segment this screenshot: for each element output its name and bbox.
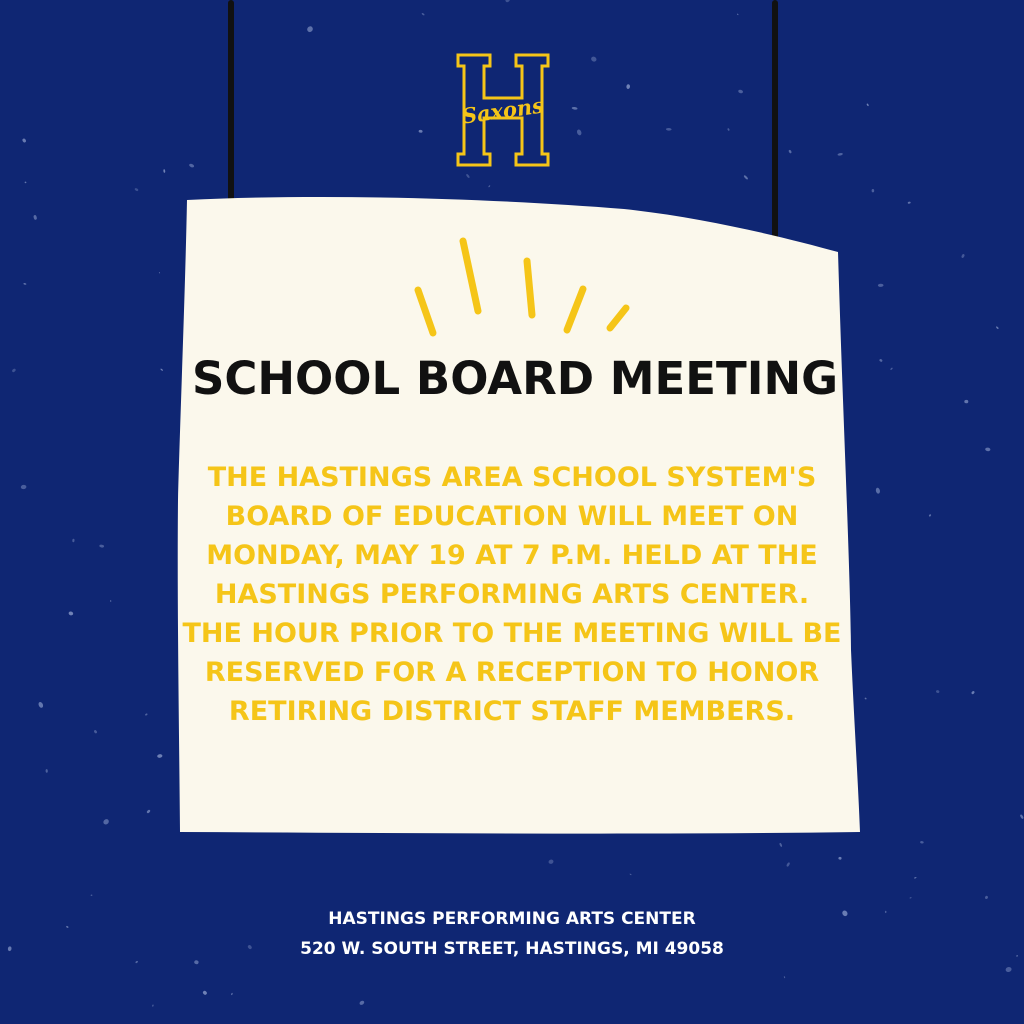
announcement-body — [182, 458, 842, 731]
venue-name: HASTINGS PERFORMING ARTS CENTER — [328, 909, 696, 929]
logo-wordmark: Saxons — [460, 92, 546, 129]
body-line: BOARD OF EDUCATION WILL MEET ON — [225, 501, 799, 532]
headline-title: SCHOOL BOARD MEETING — [191, 352, 839, 405]
body-line: THE HASTINGS AREA SCHOOL SYSTEM'S — [207, 462, 817, 493]
body-line: MONDAY, MAY 19 AT 7 P.M. HELD AT THE — [206, 540, 818, 571]
body-line: THE HOUR PRIOR TO THE MEETING WILL BE — [182, 618, 842, 649]
venue-address: 520 W. SOUTH STREET, HASTINGS, MI 49058 — [300, 939, 724, 959]
body-line: HASTINGS PERFORMING ARTS CENTER. — [214, 579, 810, 610]
body-line: RETIRING DISTRICT STAFF MEMBERS. — [228, 696, 796, 727]
venue-footer — [0, 904, 1024, 964]
body-line: RESERVED FOR A RECEPTION TO HONOR — [204, 657, 820, 688]
